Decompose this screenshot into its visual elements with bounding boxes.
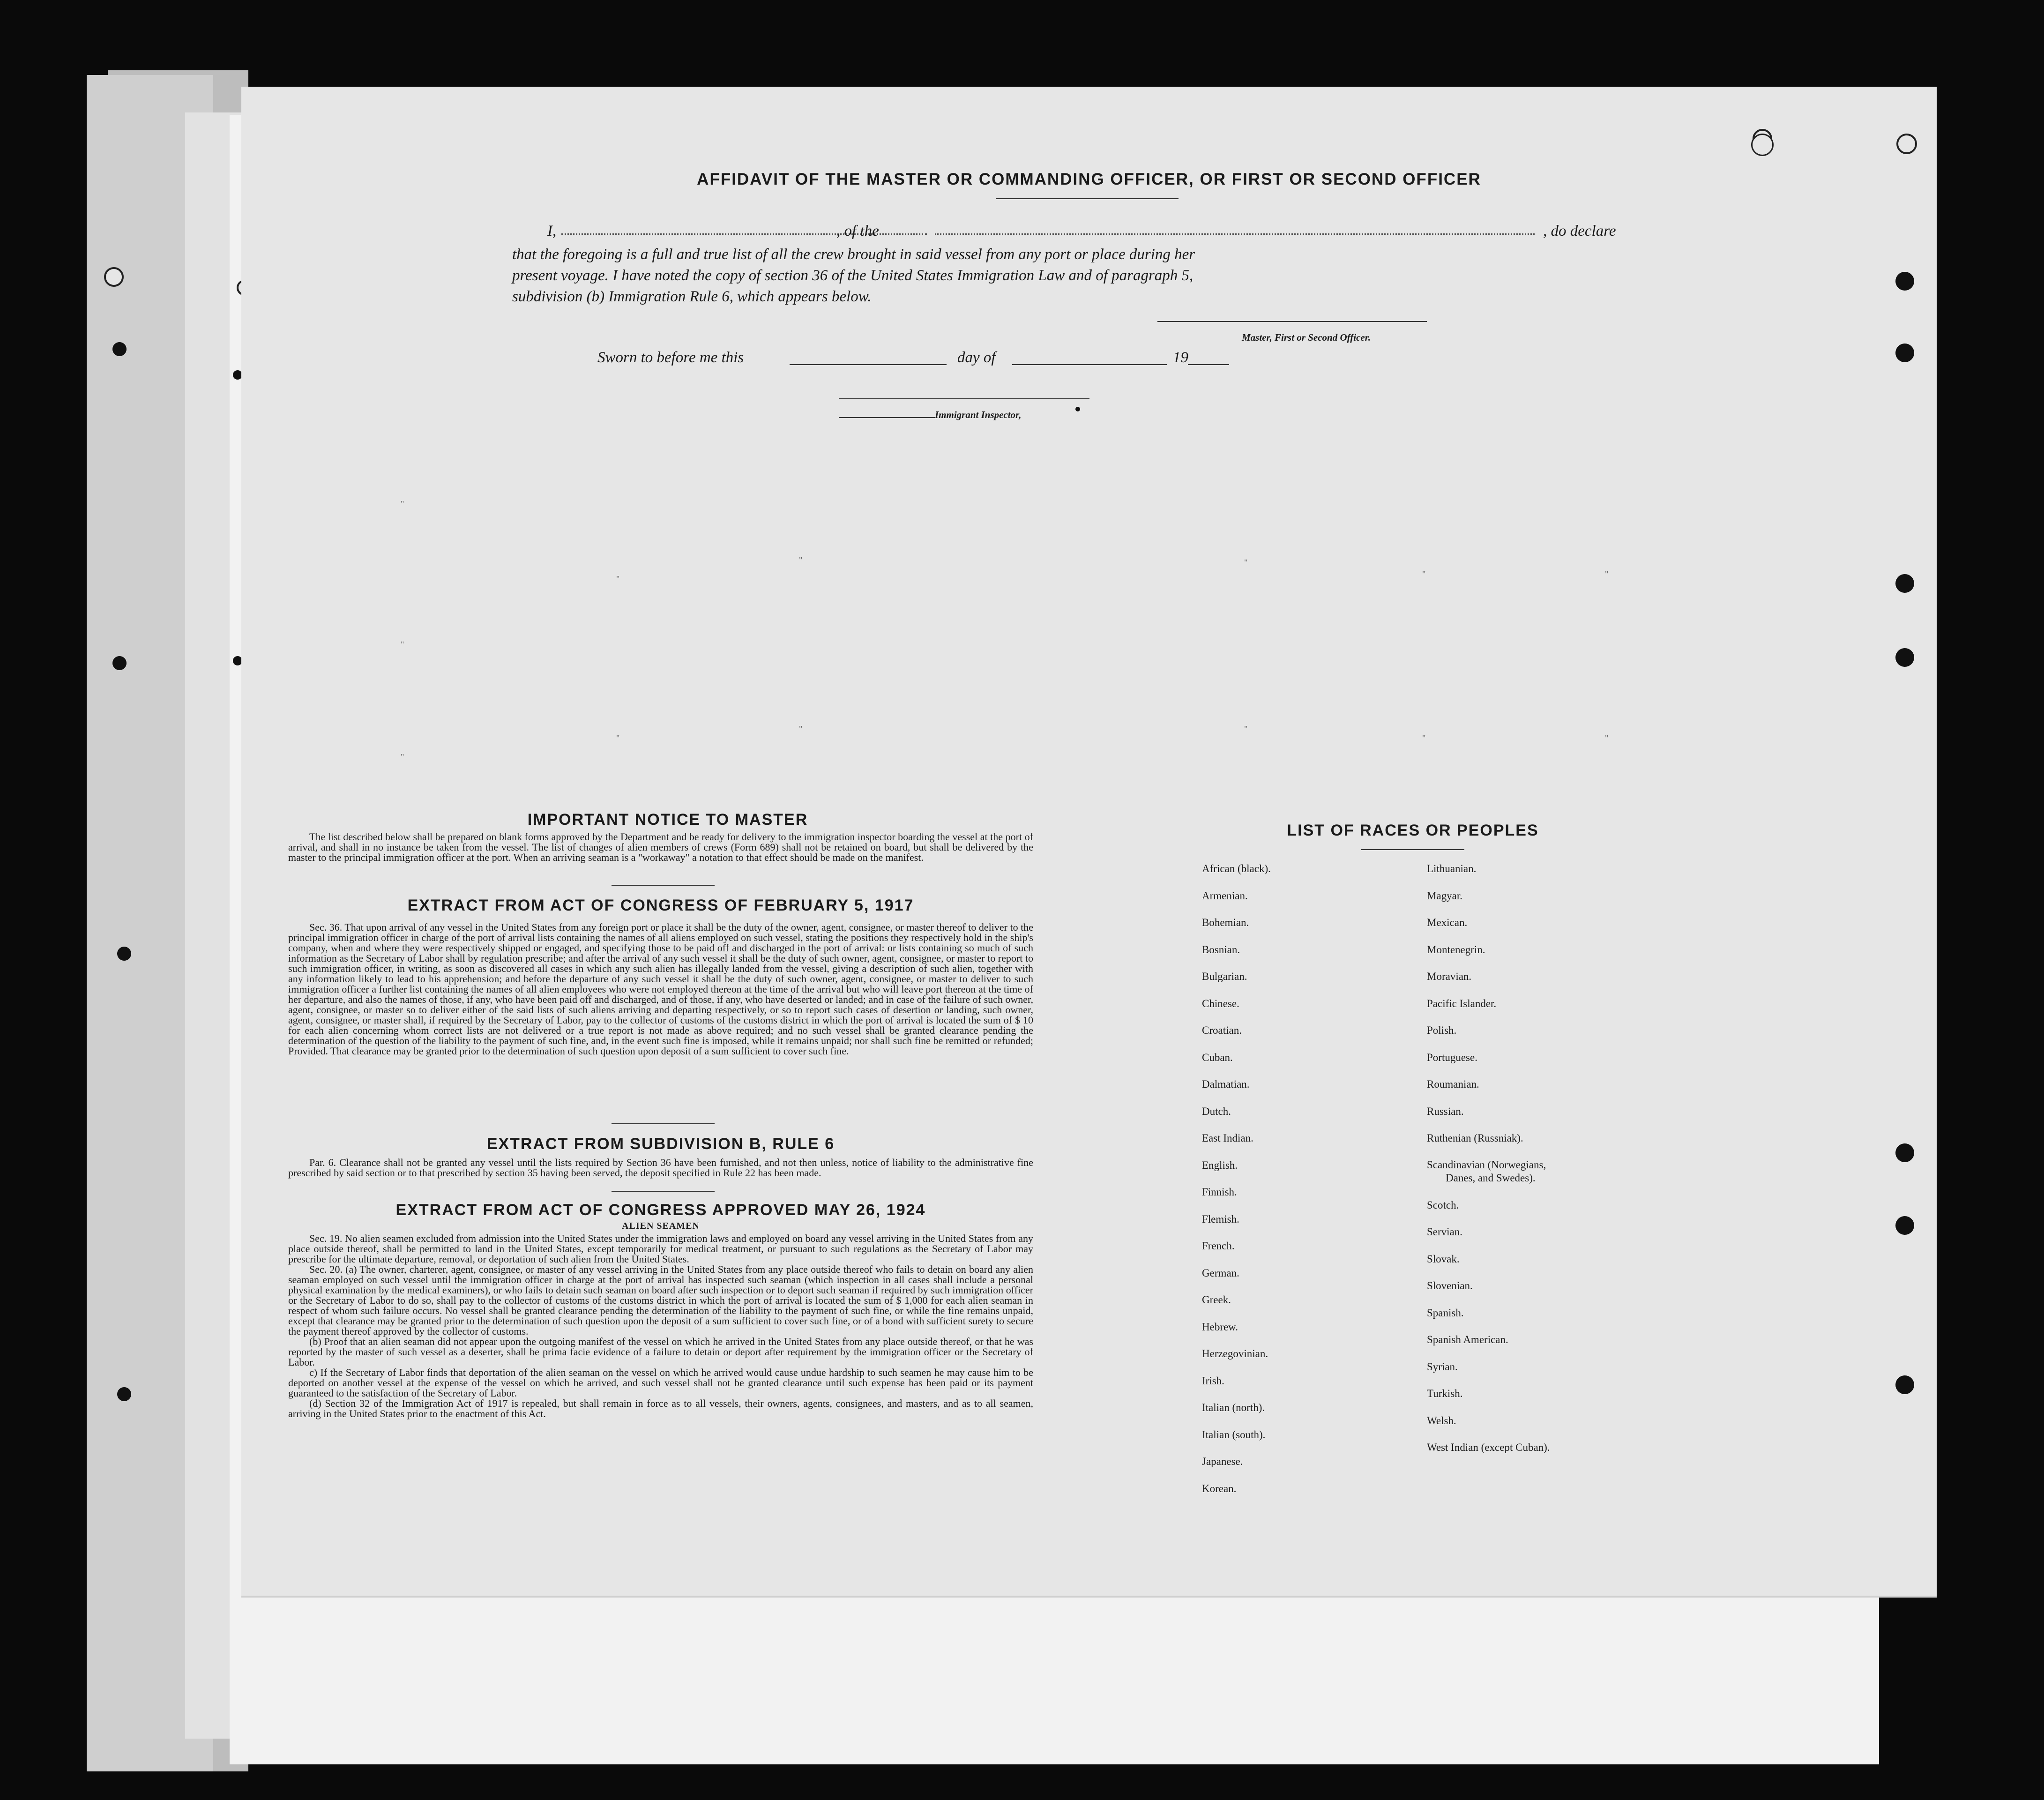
section-rule — [612, 1191, 715, 1192]
race-item: Chinese. — [1202, 997, 1239, 1009]
race-item: Hebrew. — [1202, 1321, 1238, 1333]
race-item: Bohemian. — [1202, 917, 1249, 928]
race-item: Japanese. — [1202, 1456, 1243, 1467]
punch-hole — [104, 267, 124, 287]
race-item: Roumanian. — [1427, 1078, 1479, 1090]
race-item: Lithuanian. — [1427, 863, 1477, 874]
races-title: LIST OF RACES OR PEOPLES — [1287, 822, 1539, 839]
extract-1924-title: EXTRACT FROM ACT OF CONGRESS APPROVED MAY 26, 1924 — [395, 1201, 926, 1219]
punch-hole — [112, 656, 127, 670]
punch-hole — [1896, 134, 1917, 154]
race-item: Moravian. — [1427, 971, 1472, 982]
extract-1917-title: EXTRACT FROM ACT OF CONGRESS OF FEBRUARY 5, 1917 — [407, 896, 914, 914]
inspector-label: Immigrant Inspector, — [935, 409, 1022, 420]
race-item: English. — [1202, 1159, 1238, 1171]
tick-mark: " — [1244, 558, 1248, 567]
subdivision-title: EXTRACT FROM SUBDIVISION B, RULE 6 — [486, 1135, 835, 1153]
race-item: Polish. — [1427, 1024, 1457, 1036]
race-item: Pacific Islander. — [1427, 997, 1497, 1009]
affidavit-line-4: subdivision (b) Immigration Rule 6, which appears below. — [512, 288, 872, 305]
sec-20d-paragraph: (d) Section 32 of the Immigration Act of 1917 is repealed, but shall remain in force as to all vessels, their owners, agents, consignees, and masters, and as to all seamen, arriving in the United States prior to the enactment of this Act. — [288, 1397, 1033, 1419]
race-item: Italian (north). — [1202, 1402, 1265, 1413]
punch-hole — [1895, 272, 1914, 291]
race-item: French. — [1202, 1240, 1235, 1252]
tick-mark: " — [401, 752, 404, 762]
master-signature-line[interactable] — [1157, 321, 1427, 322]
race-item: Italian (south). — [1202, 1428, 1266, 1441]
subdivision-body — [288, 1158, 1033, 1178]
tick-mark: " — [401, 499, 404, 508]
race-item: Servian. — [1427, 1226, 1463, 1238]
race-item: Armenian. — [1202, 889, 1248, 902]
inspector-signature-line[interactable] — [839, 417, 935, 418]
race-item: Magyar. — [1427, 889, 1463, 902]
affidavit-declare-label: , do declare — [1543, 223, 1616, 239]
race-item: East Indian. — [1202, 1132, 1253, 1144]
race-item: Mexican. — [1427, 917, 1468, 928]
punch-hole — [1895, 1143, 1914, 1162]
affidavit-i-label: I, — [547, 223, 557, 239]
master-signature-label: Master, First or Second Officer. — [1242, 332, 1371, 343]
sec-20b-paragraph: (b) Proof that an alien seaman did not appear upon the outgoing manifest of the vessel on which he arrived in the United States from any place outside thereof, or that he was reported by the master of such vessel as a deserter, shall be prima facie evidence of a failure to detain or deport after requirement by the immigration officer or the Secretary of Labor. — [288, 1336, 1033, 1368]
title-rule — [996, 198, 1179, 199]
punch-hole — [1895, 574, 1914, 593]
race-item: Portuguese. — [1427, 1051, 1477, 1063]
sworn-month-field[interactable] — [1012, 364, 1167, 365]
affidavit-title: AFFIDAVIT OF THE MASTER OR COMMANDING OFFICER, OR FIRST OR SECOND OFFICER — [697, 170, 1481, 188]
section-rule — [612, 1123, 715, 1124]
alien-seamen-subtitle: ALIEN SEAMEN — [622, 1221, 700, 1231]
race-item: Ruthenian (Russniak). — [1427, 1132, 1523, 1144]
tick-mark: " — [799, 724, 803, 733]
affidavit-line-3: present voyage. I have noted the copy of section 36 of the United States Immigration Law and of paragraph 5, — [512, 267, 1194, 284]
race-item: Dutch. — [1202, 1105, 1231, 1117]
race-item: Welsh. — [1427, 1414, 1456, 1427]
tick-mark: " — [799, 555, 803, 565]
race-item: West Indian (except Cuban). — [1427, 1441, 1550, 1453]
year-prefix: 19 — [1173, 349, 1188, 366]
race-item: Cuban. — [1202, 1051, 1233, 1063]
punch-hole — [1895, 1216, 1914, 1235]
race-item: German. — [1202, 1267, 1239, 1279]
race-item: Croatian. — [1202, 1024, 1242, 1036]
tick-mark: " — [1605, 733, 1609, 743]
extract-1917-body — [288, 922, 1033, 1056]
race-item: Spanish American. — [1427, 1334, 1508, 1345]
race-item: Slovak. — [1427, 1253, 1460, 1265]
notice-paragraph: The list described below shall be prepared on blank forms approved by the Department and be ready for delivery to the immigration inspector boarding the vessel at the port of arrival, and shall in no instance be taken from the vessel. The list of changes of alien members of crews (Form 689) shall not be retained on board, but shall be delivered by the master to the principal immigration officer at the port. When an arriving seaman is a "workaway" a notation to that effect should be made on the manifest. — [288, 831, 1033, 863]
section-rule — [612, 885, 715, 886]
notice-title: IMPORTANT NOTICE TO MASTER — [527, 811, 808, 829]
race-item: Flemish. — [1202, 1213, 1239, 1225]
day-of-label: day of — [957, 349, 996, 366]
tick-mark: " — [616, 574, 620, 583]
manifest-page — [241, 87, 1937, 1598]
race-item: Irish. — [1202, 1374, 1224, 1387]
race-item: Korean. — [1202, 1482, 1237, 1494]
race-item: Dalmatian. — [1202, 1078, 1250, 1090]
races-column-2 — [1427, 855, 1550, 1461]
race-item: Herzegovinian. — [1202, 1348, 1268, 1359]
race-item: African (black). — [1202, 863, 1271, 874]
sec-20c-paragraph: c) If the Secretary of Labor finds that deportation of the alien seaman on the vessel on which he arrived would cause undue hardship to such seamen he may cause him to be deported on another vessel at the expense of the vessel on which he arrived, and such vessel shall not be granted clearance until such expense has been paid or its payment guaranteed to the satisfaction of the Secretary of Labor. — [288, 1367, 1033, 1399]
race-item: Bulgarian. — [1202, 971, 1247, 982]
section-36-paragraph: Sec. 36. That upon arrival of any vessel in the United States from any foreign port or place it shall be the duty of the owner, agent, consignee, or master thereof to deliver to the principal immigration officer in charge of the port of arrival lists containing the names of all aliens employed on such vessel, stating the positions they respectively hold in the ship's company, when and where they were respectively shipped or engaged, and specifying those to be paid off and discharged in the port of arrival: or lists containing so much of such information as the Secretary of Labor shall by regulation prescribe; and after the arrival of any such vessel it shall be the duty of such owner, agent, consignee, or master to report to such immigration officer, in writing, as soon as discovered all cases in which any such alien has illegally landed from the vessel, giving a description of such alien, together with any information likely to lead to his apprehension; and before the departure of any such vessel it shall be the duty of such owner, agent, consignee, or master to deliver to such immigration officer a further list containing the names of all alien employees who were not employed thereon at the time of the arrival but who will leave port thereon at the time of her departure, and also the names of those, if any, who have been paid off and discharged, and of those, if any, who have deserted or landed; and in case of the failure of such owner, agent, consignee, or master so to deliver either of the said lists of such aliens arriving and departing respectively, or so to report such cases of desertion or landing, such owner, agent, consignee, or master shall, if required by the Secretary of Labor, pay to the collector of customs of the customs district in which the port of arrival is located the sum of $ 10 for each alien concerning whom correct lists are not delivered or a true report is not made as above required; and no such vessel shall be granted clearance pending the determination of the question of the liability to the payment of such fine, and, in the event such fine is imposed, while it remains unpaid; nor shall such fine be remitted or refunded; Provided. That clearance may be granted prior to the determination of such question upon deposit of a sum sufficient to cover such fine. — [288, 921, 1033, 1057]
race-item: Scotch. — [1427, 1199, 1459, 1211]
vessel-field[interactable] — [935, 233, 1535, 235]
sworn-day-field[interactable] — [790, 364, 947, 365]
tick-mark: " — [401, 640, 404, 649]
races-column-1 — [1202, 855, 1271, 1502]
inspector-signature-line-upper[interactable] — [839, 398, 1089, 399]
affidavit-of-the-label: , of the — [836, 223, 879, 239]
race-item: Turkish. — [1427, 1388, 1463, 1399]
sec-19-paragraph: Sec. 19. No alien seamen excluded from admission into the United States under the immigration laws and employed on board any vessel arriving in the United States from any place outside thereof, shall be permitted to land in the United States, except temporarily for medical treatment, or pursuant to such regulations as the Secretary of Labor may prescribe for the ultimate departure, removal, or deportation of such alien from the United States. — [288, 1232, 1033, 1265]
punch-hole — [117, 1387, 131, 1401]
tick-mark: " — [1422, 733, 1426, 743]
race-item: Greek. — [1202, 1294, 1231, 1306]
race-item: Russian. — [1427, 1105, 1464, 1117]
ink-dot — [1075, 407, 1080, 411]
race-item: Spanish. — [1427, 1307, 1464, 1319]
punch-hole — [1895, 648, 1914, 667]
race-item: Scandinavian (Norwegians, — [1427, 1158, 1546, 1171]
races-title-rule — [1361, 849, 1464, 850]
punch-hole — [1895, 1375, 1914, 1394]
punch-hole — [1895, 344, 1914, 362]
punch-hole — [233, 370, 242, 380]
extract-1924-body — [288, 1233, 1033, 1419]
affidavit-line-2: that the foregoing is a full and true list of all the crew brought in said vessel from any port or place during her — [512, 246, 1195, 263]
race-item: Bosnian. — [1202, 943, 1240, 956]
sworn-label: Sworn to before me this — [597, 349, 744, 366]
race-item: Montenegrin. — [1427, 943, 1485, 956]
notice-body — [288, 832, 1033, 863]
sworn-year-field[interactable] — [1188, 364, 1229, 365]
sec-20a-paragraph: Sec. 20. (a) The owner, charterer, agent, consignee, or master of any vessel arriving in the United States from any place outside thereof who fails to detain on board any alien seaman employed on such vessel until the immigration officer in charge at the port of arrival has inspected such seaman (which inspection in all cases shall include a personal physical examination by the medical examiners), or who fails to detain such seaman on board after such inspection or to deport such seaman if required by such immigration officer or the Secretary of Labor to do so, shall pay to the collector of customs of the customs district in which the port of arrival is located the sum of $ 1,000 for each alien seaman in respect of whom such failure occurs. No vessel shall be granted clearance pending the determination of the liability to the payment of such fine, or while the fine remains unpaid, except that clearance may be granted prior to the determination of such question upon the deposit of a sum sufficient to cover such fine, or of a bond with sufficient surety to secure the payment thereof approved by the collector of customs. — [288, 1263, 1033, 1337]
punch-hole — [1751, 134, 1774, 156]
tick-mark: " — [1244, 724, 1248, 733]
tick-mark: " — [1605, 569, 1609, 579]
race-item: Finnish. — [1202, 1186, 1237, 1198]
punch-hole — [117, 947, 131, 961]
punch-hole — [112, 342, 127, 356]
tick-mark: " — [616, 733, 620, 743]
race-item: Slovenian. — [1427, 1280, 1473, 1292]
race-item: Danes, and Swedes). — [1446, 1172, 1536, 1184]
punch-hole — [233, 656, 242, 665]
race-item: Syrian. — [1427, 1360, 1458, 1373]
tick-mark: " — [1422, 569, 1426, 579]
par-6-paragraph: Par. 6. Clearance shall not be granted any vessel until the lists required by Section 36 have been furnished, and not then unless, notice of liability to the administrative fine prescribed by said section or to that prescribed by section 35 having been served, the deposit specified in Rule 22 has been made. — [288, 1157, 1033, 1179]
